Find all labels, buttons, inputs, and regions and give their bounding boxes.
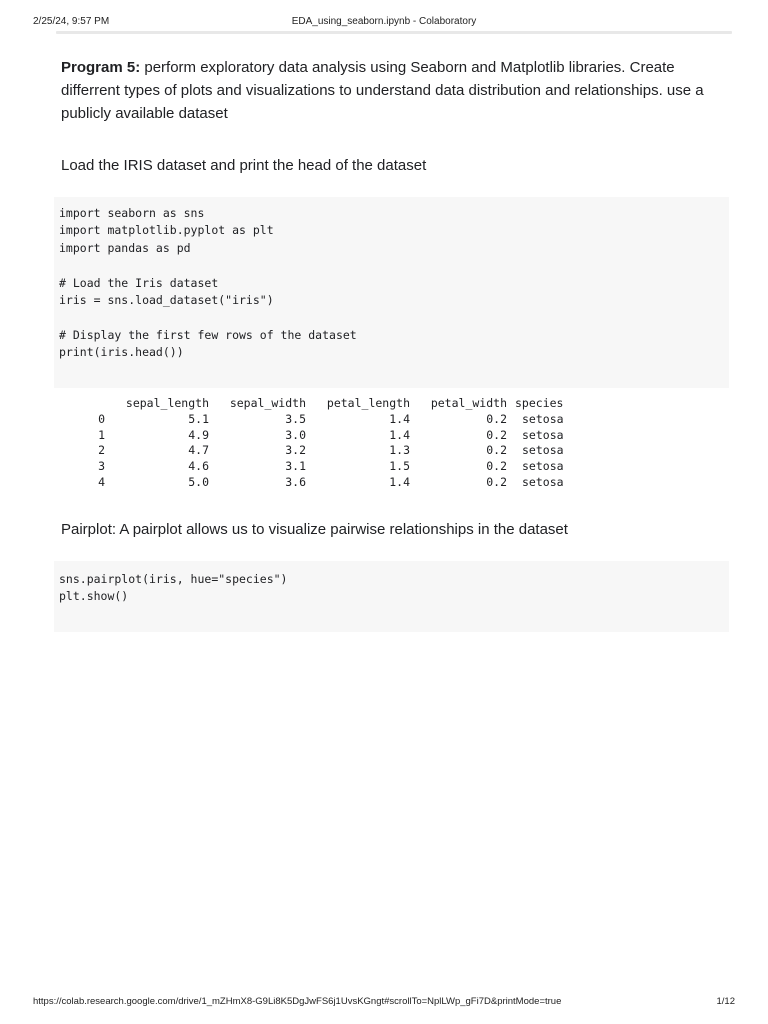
column-header: petal_length bbox=[326, 396, 410, 410]
cell-species: setosa bbox=[522, 427, 564, 442]
output-iris-head bbox=[55, 396, 582, 491]
cell-species: setosa bbox=[522, 443, 564, 458]
cell-sepal-width: 3.5 bbox=[285, 411, 306, 426]
cell-petal-length: 1.4 bbox=[389, 474, 410, 489]
code-cell-load-dataset[interactable] bbox=[54, 197, 729, 388]
table-row bbox=[55, 428, 582, 444]
cell-petal-length: 1.4 bbox=[389, 427, 410, 442]
header-divider bbox=[56, 31, 732, 34]
row-index: 0 bbox=[98, 411, 105, 426]
cell-species: setosa bbox=[522, 411, 564, 426]
row-index: 1 bbox=[98, 427, 105, 442]
row-index: 4 bbox=[98, 474, 105, 489]
text-cell-intro bbox=[61, 56, 729, 125]
row-index: 2 bbox=[98, 443, 105, 458]
table-row bbox=[55, 459, 582, 475]
cell-petal-width: 0.2 bbox=[486, 443, 507, 458]
cell-petal-width: 0.2 bbox=[486, 474, 507, 489]
table-row bbox=[55, 443, 582, 459]
row-index: 3 bbox=[98, 459, 105, 474]
cell-petal-length: 1.4 bbox=[389, 411, 410, 426]
table-row bbox=[55, 475, 582, 491]
print-doc-title: EDA_using_seaborn.ipynb - Colaboratory bbox=[291, 16, 477, 27]
column-header: sepal_length bbox=[125, 396, 209, 410]
print-footer bbox=[33, 996, 735, 1010]
text-cell-load-heading: Load the IRIS dataset and print the head of the dataset bbox=[61, 157, 427, 174]
program-label: Program 5: bbox=[61, 59, 141, 76]
cell-petal-width: 0.2 bbox=[486, 427, 507, 442]
cell-petal-length: 1.5 bbox=[389, 459, 410, 474]
code-source-load-dataset[interactable]: import seaborn as sns import matplotlib.pyplot as plt import pandas as pd # Load the Iris dataset iris = sns.load_dataset("iris") # Display the first few rows of the dataset print(iris.head()) bbox=[59, 206, 357, 360]
cell-sepal-width: 3.0 bbox=[285, 427, 306, 442]
cell-sepal-length: 5.0 bbox=[188, 474, 209, 489]
code-source-pairplot[interactable]: sns.pairplot(iris, hue="species") plt.show() bbox=[59, 572, 288, 604]
index-header bbox=[55, 396, 105, 412]
cell-species: setosa bbox=[522, 459, 564, 474]
cell-petal-width: 0.2 bbox=[486, 411, 507, 426]
print-url: https://colab.research.google.com/drive/1_mZHmX8-G9Li8K5DgJwFS6j1UvsKGngt#scrollTo=NplLWp_gFi7D&printMode=true bbox=[33, 996, 562, 1007]
cell-sepal-length: 4.6 bbox=[188, 459, 209, 474]
cell-species: setosa bbox=[522, 474, 564, 489]
output-header-row bbox=[55, 396, 582, 412]
table-row bbox=[55, 412, 582, 428]
column-header: petal_width bbox=[430, 396, 507, 410]
cell-sepal-length: 4.7 bbox=[188, 443, 209, 458]
page-number: 1/12 bbox=[716, 996, 735, 1007]
column-header: species bbox=[515, 396, 564, 410]
print-header bbox=[33, 16, 735, 30]
cell-petal-length: 1.3 bbox=[389, 443, 410, 458]
cell-sepal-length: 4.9 bbox=[188, 427, 209, 442]
text-cell-pairplot-heading: Pairplot: A pairplot allows us to visualize pairwise relationships in the dataset bbox=[61, 521, 568, 538]
cell-sepal-width: 3.2 bbox=[285, 443, 306, 458]
column-header: sepal_width bbox=[229, 396, 306, 410]
print-datetime: 2/25/24, 9:57 PM bbox=[33, 16, 110, 27]
code-cell-pairplot[interactable] bbox=[54, 561, 729, 632]
cell-sepal-width: 3.6 bbox=[285, 474, 306, 489]
cell-sepal-length: 5.1 bbox=[188, 411, 209, 426]
cell-sepal-width: 3.1 bbox=[285, 459, 306, 474]
program-description: perform exploratory data analysis using Seaborn and Matplotlib libraries. Create differrent types of plots and visualizations to understand data distribution and relationships. use a publicly available dataset bbox=[61, 59, 704, 122]
cell-petal-width: 0.2 bbox=[486, 459, 507, 474]
